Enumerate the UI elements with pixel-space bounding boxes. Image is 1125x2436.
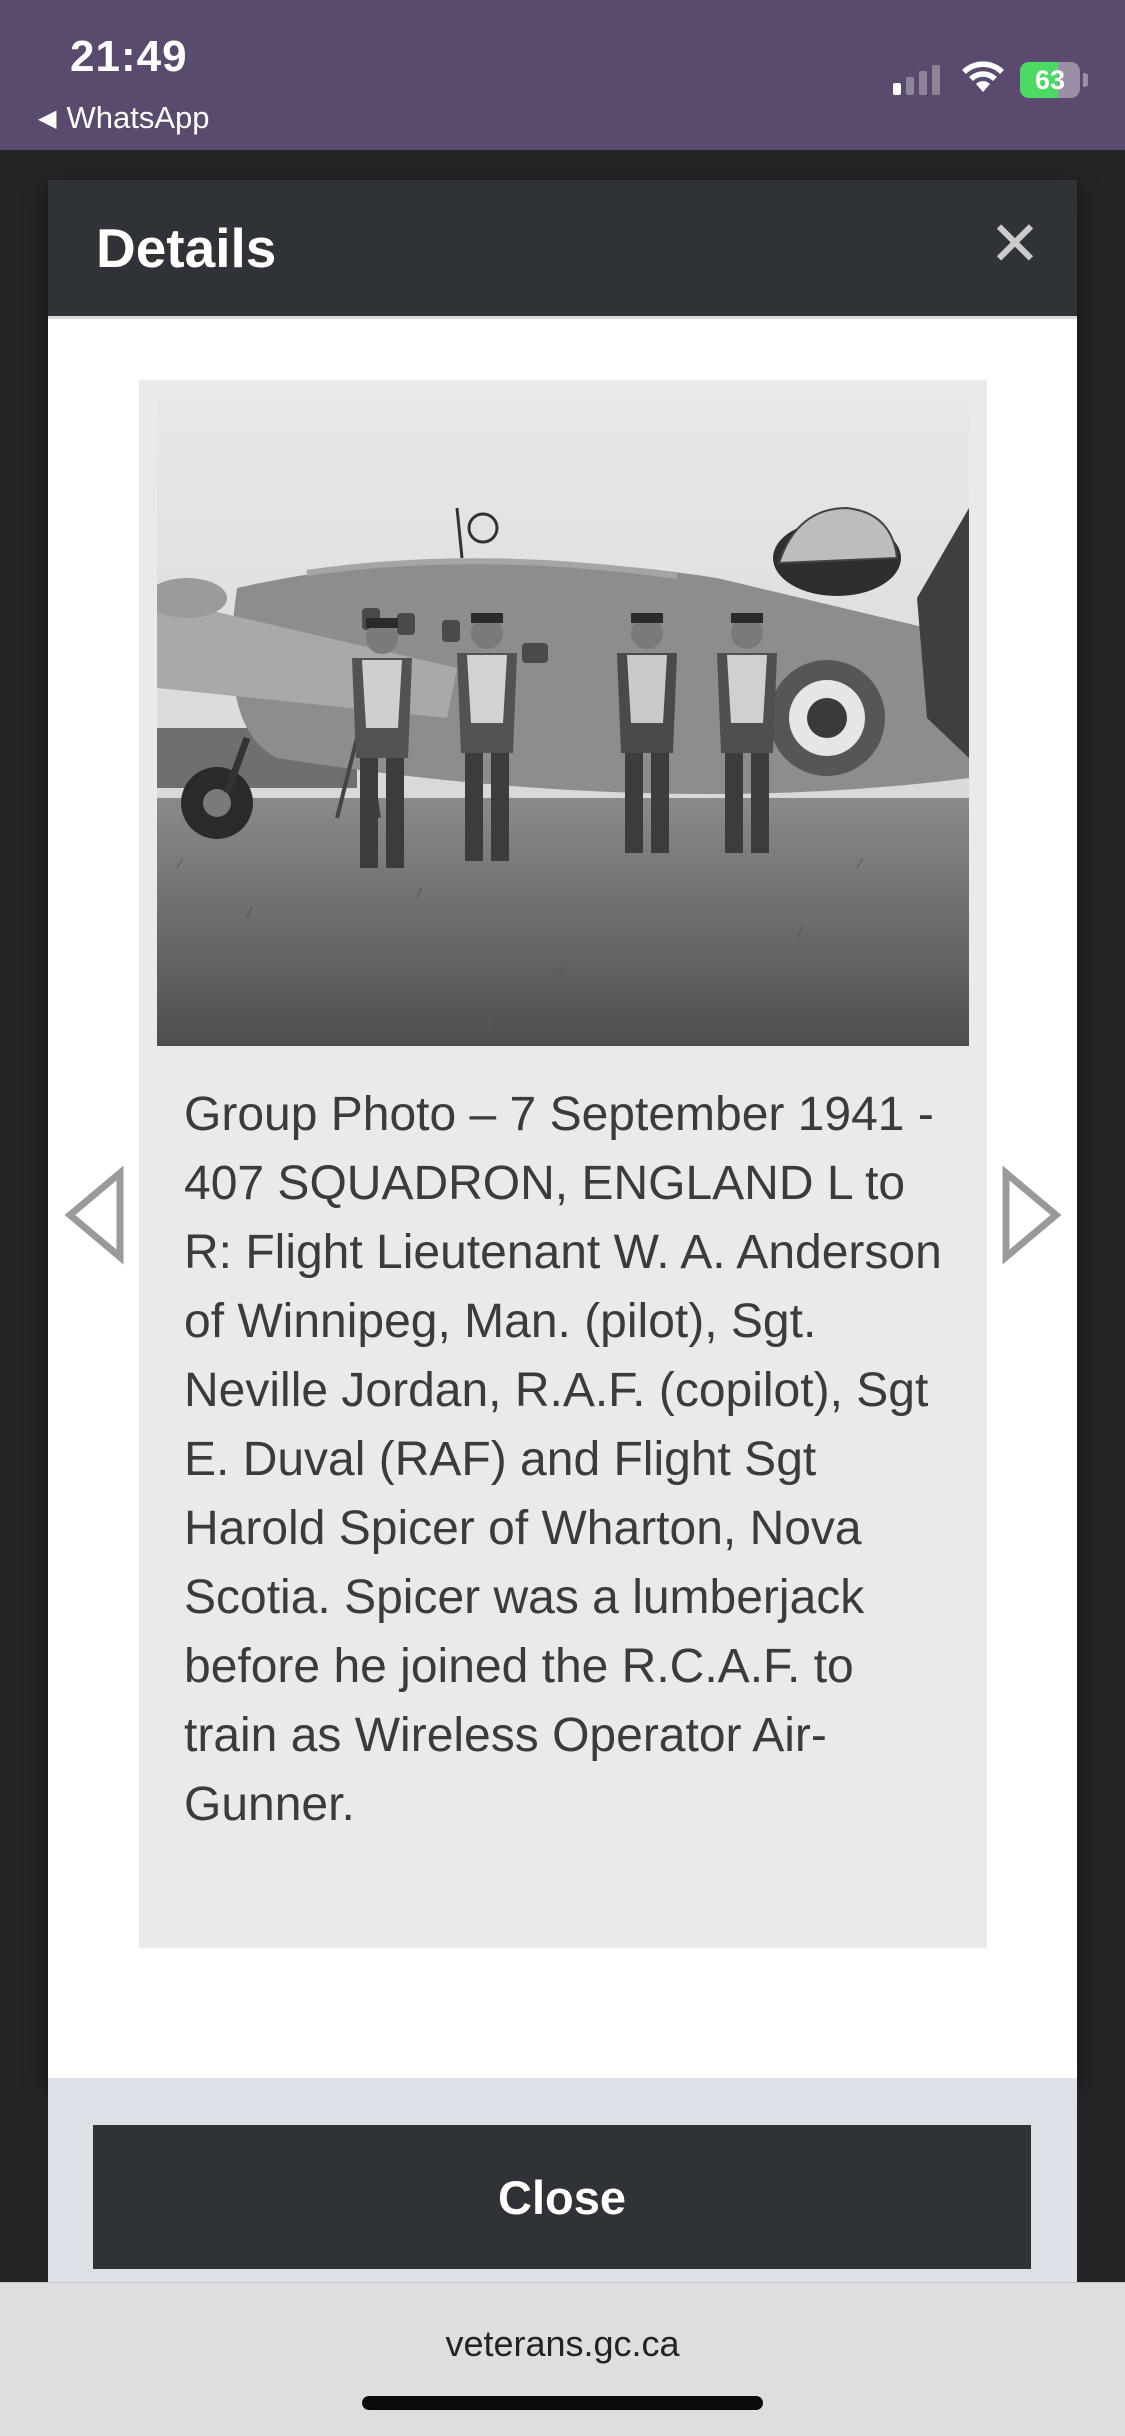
previous-arrow-icon[interactable] — [62, 1165, 132, 1265]
status-time: 21:49 — [70, 32, 188, 81]
home-indicator[interactable] — [362, 2396, 763, 2410]
status-bar — [0, 0, 1125, 150]
modal-header — [48, 180, 1077, 319]
next-arrow-icon[interactable] — [996, 1165, 1066, 1265]
modal-title: Details — [96, 217, 277, 279]
photo-caption: Group Photo – 7 September 1941 - 407 SQUADRON, ENGLAND L to R: Flight Lieutenant W. A. Anderson of Winnipeg, Man. (pilot), Sgt. Neville Jordan, R.A.F. (copilot), Sgt E. Duval (RAF) and Flight Sgt Harold Spicer of Wharton, Nova Scotia. Spicer was a lumberjack before he joined the R.C.A.F. to train as Wireless Operator Air-Gunner. — [184, 1088, 942, 1831]
browser-url-bar[interactable] — [0, 2282, 1125, 2436]
battery-icon — [1020, 62, 1080, 98]
back-to-app-link[interactable] — [38, 100, 209, 136]
wifi-icon — [960, 58, 1006, 94]
details-modal — [48, 180, 1077, 2078]
back-triangle-icon: ◀ — [38, 104, 57, 132]
cellular-signal-icon — [893, 65, 940, 95]
close-icon[interactable]: ✕ — [989, 210, 1041, 279]
photo-image — [157, 398, 969, 1046]
url-text[interactable]: veterans.gc.ca — [445, 2323, 680, 2364]
close-button[interactable]: Close — [93, 2125, 1031, 2269]
battery-cap — [1083, 73, 1088, 87]
photo-card — [139, 380, 987, 1948]
back-app-label: WhatsApp — [66, 100, 210, 135]
battery-level: 63 — [1034, 65, 1066, 95]
